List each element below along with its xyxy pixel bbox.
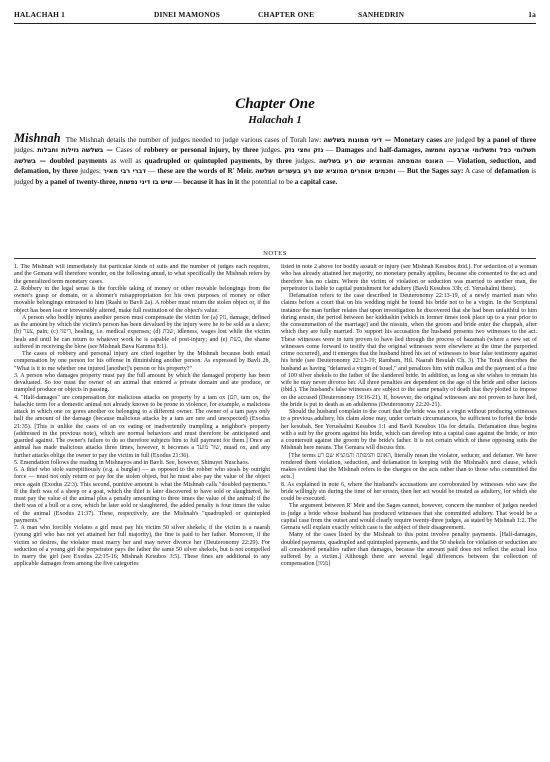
note-paragraph: 3. A person who damages property must pay the full amount by which the damaged property has been devaluated. So too must the owner of an animal that entered a private domain and ate produce, or trampled produce or objects in passing. (14, 372, 270, 394)
mishnah-bold: because it has in it (183, 177, 240, 186)
mishnah-bold: quadrupled or quintupled payments, (144, 156, 262, 165)
hebrew-phrase: דיני ממונות בשלשה — (323, 136, 394, 144)
halachah-label: HALACHAH 1 (14, 10, 66, 19)
mishnah-bold: by a panel of twenty-three, (35, 177, 118, 186)
mishnah-text-run: Cases of (115, 146, 144, 155)
mishnah-bold: Monetary cases (393, 136, 443, 144)
mishnah-text-run: judges. (258, 146, 285, 155)
mishnah-bold: by three (50, 167, 79, 176)
tractate-label: DINEI MAMONOS (154, 10, 221, 19)
note-paragraph: 6. A thief who stole surreptitiously (e.g. a burglar) — as opposed to the robber who steals by outright force — must not only return or pay for the stolen object, but he must also pay the value of the object once again (Exodus 22:3). This second, punitive amount is what the Mishnah calls "doubled payments." If the theft was of a sheep or a goat, which the thief is later discovered to have sold or slaughtered, he must pay the value of the animal plus a penalty amounting to three times the value of the animal; if the theft was of a bull or a cow, which he later sold or slaughtered, the added penalty is four times the value of the animal (Exodus 21:37). These, respectively, are the Mishnah's "quadrupled or quintupled payments." (14, 467, 270, 524)
mishnah-text-run: A case of (463, 167, 495, 176)
chapter-label: CHAPTER ONE (258, 10, 315, 19)
hebrew-phrase: גזילות וחבלות (37, 146, 79, 155)
note-paragraph: The argument between R' Meir and the Sages cannot, however, concern the number of judges needed to judge a bride whose husband has produced witnesses that she committed adultery. That would be a capital case from the outset and would clearly require twenty-three judges, as stated by Mishnah 1:2. The Gemara will explain exactly which case is the subject of their disagreement. (281, 503, 537, 531)
notes-rule (14, 258, 536, 259)
note-paragraph: 5. Emendation follows the reading in Mishnayos and in Bavli. See, however, Shinuyei Nuschaos. (14, 459, 250, 466)
halachah-title: Halachah 1 (248, 114, 302, 126)
notes-column-left (14, 264, 270, 759)
mishnah-text (14, 133, 536, 187)
header-rule (14, 23, 536, 24)
hebrew-phrase: נזק וחצי נזק (284, 146, 324, 155)
mishnah-text-run: is judged (14, 167, 537, 186)
note-paragraph: 8. As explained in note 6, where the husband's accusations are corroborated by witnesses who saw the bride willingly sin during the time of her erusin, then her act would be treated as adultery, for which she could be executed. (281, 481, 537, 502)
mishnah-bold: by a panel of three (477, 136, 537, 144)
hebrew-phrase: דברי רבי מאיר (103, 167, 147, 176)
note-paragraph: listed in note 2 above for bodily assault or injury (see Mishnah Kesubos ibid.). For seduction of a woman who has already attained her majority, no monetary penalty applies, because she consented to the act and therefore has no claim. Where the victim of violation or seduction was married to another man, the perpetrator is liable to capital punishment for adultery (Bavli Kesubos 33b; cf. Yerushalmi there). (281, 264, 537, 292)
notes-column-right (281, 264, 537, 759)
mishnah-text-run: judges. (291, 156, 319, 165)
note-paragraph: Should the husband complain to the court that the bride was not a virgin without producing witnesses to a previous adultery, his claim alone may, under certain circumstances, be sufficient to forfeit the bride her kesubah. See Yerushalmi Kesubos 1:1 and Bavli Kesubos 10a for details. Defamation thus begins with a suit by the groom against his bride, which can develop into a capital case against the bride, or into a countersuit against the groom by the bride's father. It is not certain which of these opposing suits the Mishnah here means. The Gemara will discuss this. (281, 409, 537, 452)
mishnah-bold: a capital case. (294, 177, 338, 186)
mishnah-text-run: — (443, 156, 458, 165)
note-paragraph: A person who bodily injures another person must compensate the victim for (a) נזק, damage, defined as the amount by which the victim's person has been devalued by the injury were he to be sold as a slave; (b) צער, pain; (c) ריפוי, healing, i.e. medical expenses; (d) שבת, idleness, wages lost while the victim heals and until he can return to whatever work he is capable of post-injury; and (e) בשת, the shame suffered in receiving the blow (see Mishnah Bava Kamma 8:1). (14, 314, 270, 350)
hebrew-phrase: שיש בו דיני נפשות (119, 177, 173, 186)
page-header (14, 10, 536, 24)
mishnah-text-run: — (172, 177, 184, 186)
mishnah-bold: But the Sages say: (406, 167, 464, 176)
mishnah-text-run: the potential to be (239, 177, 295, 186)
mishnah-intro: The Mishnah details the number of judges needed to judge various cases of Torah law: (65, 136, 322, 144)
mishnah-bold: these are the words of R' Meir. (157, 167, 254, 176)
mishnah-text-run: — (395, 167, 407, 176)
hebrew-phrase: תשלומי כפל ותשלומי ארבעה וחמשה בשלשה — (14, 146, 537, 165)
mishnah-text-run: judges; (78, 167, 104, 176)
mishnah-text-run: judges. (14, 146, 35, 155)
mishnah-bold: Damages (335, 146, 364, 155)
note-paragraph: 2. Robbery in the legal sense is the forcible taking of money or other movable belongings from the owner's grasp or domain, or a shomer's misappropriation for his own purposes of money or other movable belongings entrusted to him (Rashi to Bavli 2a). A robber must return the stolen object or, if the object has been lost or irreversibly altered, make full restitution of the object's value. (14, 285, 270, 314)
note-paragraph: [The terms האונס והמפתה והמוציא שם רע, literally mean the violator, seducer, and defamer. We have rendered them violation, seduction, and defamation in keeping with the Mishnah's next clause, which makes evident that the Mishnah refers to the charges or the acts rather than to those who committed the acts.] (281, 452, 537, 481)
hebrew-phrase: בשלשה — (81, 146, 116, 155)
mishnah-text-run: — (323, 146, 336, 155)
mishnah-bold: doubled payments (49, 156, 108, 165)
mishnah-bold: defamation (494, 167, 530, 176)
mishnah-text-run: as well as (107, 156, 145, 165)
mishnah-tag: Mishnah (14, 131, 61, 145)
note-paragraph: Defamation refers to the case described in Deuteronomy 22:13-19, of a newly married man who claims before a court that on his wedding night he found his bride not to be a virgin. In the Scriptural instance the man further relates that upon investigation he discovered that she had been unfaithful to him during erusin, the period between her kiddushin (which in former times took place up to a year prior to the consummation of the marriage) and the nissuin, when the groom and bride enter the chuppah, after which they are fully married. To support his accusation the husband presents two witnesses to the act. These witnesses were in turn proven to have lied through the process of hazamah (where a new set of witnesses come forward to testify that the original witnesses were elsewhere at the time the purported crime occurred), and it emerges that the husband hired his set of witnesses to bear false testimony against his bride (see Deuteronomy 22:13-19; Rambam, Hil. Naarah Besulah Ch. 3). The Torah describes the husband as having "defamed a virgin of Israel," and penalizes him with malkus and the payment of a fine of 100 silver shekels to the father of the slandered bride. In addition, as long as she wishes to remain his wife he may never divorce her. All three penalties are dependent on the age of the bride and other factors (ibid.). The husband's false witnesses are subject to the same penalty of death that they plotted to impose on the accused (Deuteronomy 19:16-21). If, however, the original witnesses are not proven to have lied, the bride is put to death as an adulteress (Deuteronomy 22:20-21). (281, 293, 537, 408)
note-paragraph: 1. The Mishnah will immediately list particular kinds of suits and the number of judges each requires, and the Gemara will therefore wonder, on the following amud, to what specifically the Mishnah refers by the generalized term monetary cases. (14, 264, 270, 285)
note-paragraph: 4. "Half-damages" are compensation for malicious attacks on property by a tam ox (תם, tam ox, the halachic term for a domestic animal not already known to be prone to violence, for example, a malicious attack in which one ox gores another ox belonging to a different owner. The owner of a tam pays only half the amount of the damage (because malicious attacks by a tam are rare and unexpected) (Exodus 21:35). [This is unlike the cases of an ox eating or inadvertently trampling a neighbor's property (addressed in the previous note), which are normal behaviors and must therefore be anticipated and guarded against. The owner's failure to do so therefore subjects him to full payment for them.] Once an animal has made malicious attacks three times, however, it becomes a שור מועד, muad ox, and any further attacks oblige the owner to pay the victim in full (Exodus 21:36). (14, 394, 270, 459)
note-paragraph: 7. A man who forcibly violates a girl must pay his victim 50 silver shekels; if the victim is a naarah (young girl who has not yet attained her full majority), the fine is paid to her father. Moreover, if the victim so desires, the violator must marry her and may never divorce her (Deuteronomy 22:29). For seduction of a young girl the perpetrator pays the father the same 50 silver shekels, but is not compelled to marry the girl (see Exodus 22:15-16; Mishnah Kesubos 3:5). These fines are additional to any applicable damages from among the five categories (14, 525, 270, 568)
book-label: SANHEDRIN (358, 10, 405, 19)
hebrew-phrase: האונס והמפתה והמוציא שם רע בשלשה (318, 156, 444, 165)
mishnah-bold: robbery or personal injury, (143, 146, 230, 155)
note-paragraph: The cases of robbery and personal injury are cited together by the Mishnah because both entail compensation by one person for his offense in diminishing another person. As expressed by Bavli 2b, "What is it to me whether one injured [another]'s person or his property?" (14, 351, 270, 372)
mishnah-bold: Violation, seduction, and defamation, (14, 156, 536, 176)
mishnah-text-run: — (146, 167, 158, 176)
mishnah-bold: by three (261, 156, 292, 165)
mishnah-bold: half-damages, (379, 146, 423, 155)
note-paragraph: Many of the cases listed by the Mishnah to this point involve penalty payments. [Half-damages, doubled payments, quadrupled and quintupled payments, and the 50 shekels for violation or seduction are all considered penalties rather than damages, because the amount paid does not reflect the actual loss suffered by a victim.] Although there are several legal differences between the collection of compensation [ממון] (281, 532, 537, 568)
mishnah-bold: by three (229, 146, 259, 155)
folio-number: 1a (528, 10, 536, 19)
hebrew-phrase: וחכמים אומרים המוציא שם רע בעשרים ושלשה (255, 167, 396, 176)
mishnah-text-run: and (363, 146, 380, 155)
notes-heading: NOTES (263, 250, 287, 257)
mishnah-text-run: are judged (442, 136, 478, 144)
chapter-title: Chapter One (235, 96, 315, 112)
